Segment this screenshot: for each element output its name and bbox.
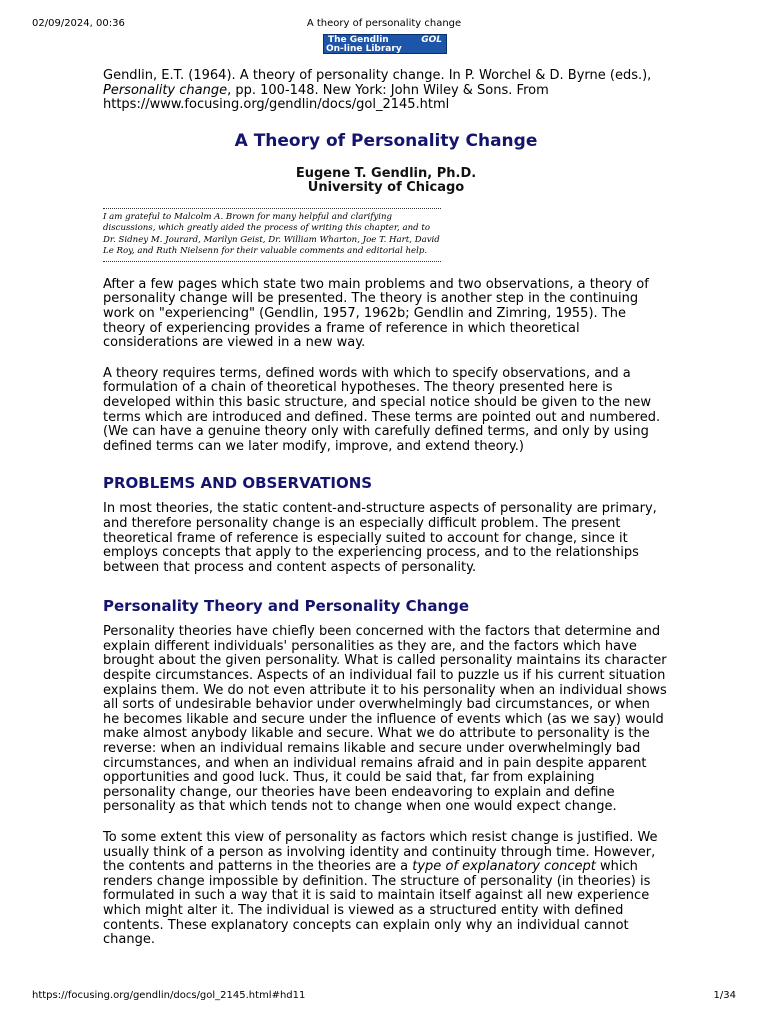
section2-paragraph-1: Personality theories have chiefly been concerned with the factors that determine and explain different individuals' personalities as they are, and the factors which have brought about the given personality. What is called personality maintains its character despite circumstances. Aspects of an individual fail to puzzle us if his current situation explains them. We do not even attribute it to his personality when an individual shows all sorts of undesirable behavior under overwhelmingly bad circumstances, or when he becomes likable and secure under the influence of events which (as we say) would make almost anybody likable and secure. What we do attribute to personality is the reverse: when an individual remains likable and secure under overwhelmingly bad circumstances, and when an individual remains afraid and in pain despite apparent opportunities and good luck. Thus, it could be said that, far from explaining personality change, our theories have been endeavoring to explain and define personality as that which tends not to change when one would expect change. [103, 624, 667, 815]
acknowledgement-note: I am grateful to Malcolm A. Brown for many helpful and clarifying discussions, which greatly aided the process of writing this chapter, and to Dr. Sidney M. Jourard, Marilyn Geist, Dr. William Wharton, Joe T. Hart, David Le Roy, and Ruth Nielsenn for their valuable comments and editorial help. [103, 208, 441, 262]
intro-paragraph-2: A theory requires terms, defined words with which to specify observations, and a formulation of a chain of theoretical hypotheses. The theory presented here is developed within this basic structure, and special notice should be given to the new terms which are introduced and defined. These terms are pointed out and numbered. (We can have a genuine theory only with carefully defined terms, and only by using defined terms can we later modify, improve, and extend theory.) [103, 365, 661, 454]
print-page-title: A theory of personality change [306, 18, 462, 29]
citation-source: , pp. 100-148. New York: John Wiley & Sons. From https://www.focusing.org/gendlin/docs/gol_2145.html [103, 82, 549, 113]
logo-line1: The Gendlin [328, 35, 389, 45]
document-body [103, 69, 669, 948]
print-url: https://focusing.org/gendlin/docs/gol_2145.html#hd11 [32, 990, 306, 1001]
author-name: Eugene T. Gendlin, Ph.D. [295, 165, 477, 181]
document-title: A Theory of Personality Change [234, 130, 538, 151]
section2-paragraph-2 [103, 831, 669, 948]
logo-badge: GOL [421, 35, 442, 45]
section-heading-problems: PROBLEMS AND OBSERVATIONS [103, 474, 373, 493]
print-datetime: 02/09/2024, 00:36 [32, 18, 125, 29]
intro-paragraph-1: After a few pages which state two main problems and two observations, a theory of personality change will be presented. The theory is another step in the continuing work on "experiencing" (Gendlin, 1957, 1962b; Gendlin and Zimring, 1955). The theory of experiencing provides a frame of reference in which theoretical considerations are viewed in a new way. [103, 276, 649, 351]
gendlin-library-logo[interactable] [323, 34, 447, 54]
print-header [32, 18, 736, 32]
page-number: 1/34 [713, 990, 736, 1001]
logo-line2: On-line Library [326, 44, 402, 54]
author-block [103, 167, 669, 196]
section2-paragraph-2-rest: which renders change impossible by definition. The structure of personality (in theories) is formulated in such a way that it is said to maintain itself against all new experience which might alter it. The individual is viewed as a structured entity with defined contents. These explanatory concepts can explain only why an individual cannot change. [103, 859, 651, 948]
section-heading-personality-theory: Personality Theory and Personality Change [103, 597, 470, 616]
citation [103, 69, 669, 113]
section2-emphasis: type of explanatory concept [412, 859, 596, 875]
print-footer [32, 990, 736, 1004]
citation-book-title: Personality change [103, 82, 228, 98]
section1-paragraph: In most theories, the static content-and-structure aspects of personality are primary, and therefore personality change is an especially difficult problem. The present theoretical frame of reference is especially suited to account for change, since it employs concepts that apply to the experiencing process, and to the relationships between that process and content aspects of personality. [103, 501, 657, 575]
citation-text: Gendlin, E.T. (1964). A theory of personality change. In P. Worchel & D. Byrne (eds.), [103, 68, 652, 83]
author-affiliation: University of Chicago [307, 180, 465, 196]
section2-paragraph-2-text: To some extent this view of personality as factors which resist change is justified. We usually think of a person as involving identity and continuity through time. However, the contents and patterns in the theories are a [103, 830, 658, 875]
